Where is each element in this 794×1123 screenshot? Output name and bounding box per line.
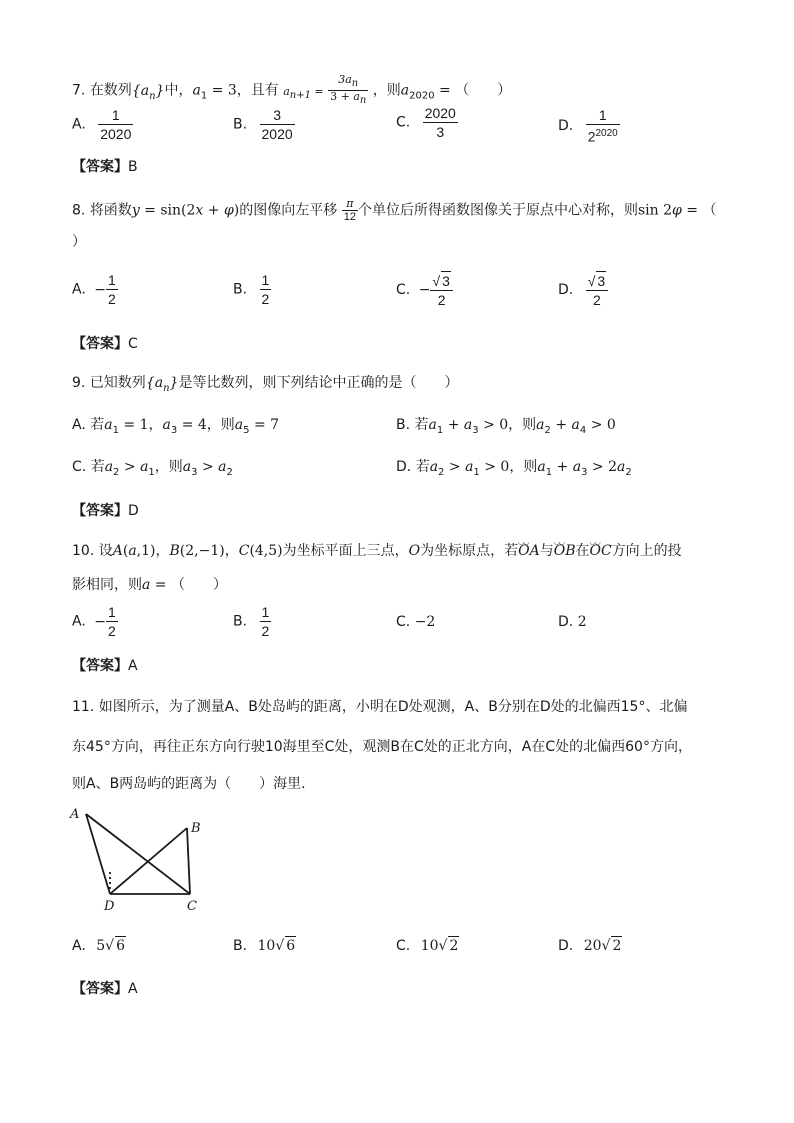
q10-stem-line2: 影相同，则a = （ ） [72, 577, 227, 593]
q8-stem-close: ） [72, 234, 86, 250]
q10-answer: 【答案】A [72, 658, 138, 674]
label-c: C [187, 899, 197, 914]
q11-option-a[interactable]: A. 5√ 6 [72, 938, 125, 954]
q7-answer: 【答案】B [72, 159, 138, 175]
q7-stem: 7. 在数列$\{a_n\}$中，$a_1 = 3$，且有 $a_{n+1}$ = $\frac{3a_n}{3 + a_n}$ ，则$a_{2020}$ = （ ） [72, 73, 512, 107]
q9-option-c[interactable]: C. 若$a_2 > a_1$，则$a_3 > a_2$ [72, 459, 233, 478]
q8-option-b[interactable]: B. $\frac{1}{2}$ [233, 272, 270, 307]
label-b: B [191, 821, 201, 836]
segment-ad [86, 814, 110, 894]
q8-option-a[interactable]: A. − $\frac{1}{2}$ [72, 272, 116, 307]
q7-option-d[interactable]: D. $\frac{1}{2^{2020}}$ [558, 107, 618, 145]
q10-option-c[interactable]: C. −2 [396, 614, 436, 630]
q11-option-c[interactable]: C. 10√ 2 [396, 938, 459, 954]
q9-option-d[interactable]: D. 若$a_2 > a_1 > 0$，则$a_1 + a_3 > 2a_2$ [396, 459, 632, 478]
segment-ac [86, 814, 190, 894]
q8-shift-fraction: $\frac{\pi}{12}$ [343, 197, 356, 223]
label-d: D [104, 899, 115, 914]
q10-option-a[interactable]: A. − $\frac{1}{2}$ [72, 604, 116, 639]
q10-option-b[interactable]: B. $\frac{1}{2}$ [233, 604, 270, 639]
q9-option-a[interactable]: A. 若$a_1 = 1$，$a_3 = 4$，则$a_5 = 7$ [72, 417, 280, 436]
segment-bc [187, 828, 190, 894]
q7-option-a[interactable]: A. $\frac{1}{2020}$ [72, 107, 132, 142]
label-a: A [70, 807, 80, 822]
q9-stem: 9. 已知数列$\{a_n\}$是等比数列，则下列结论中正确的是（ ） [72, 375, 459, 394]
q11-stem-line1: 11. 如图所示，为了测量A、B处岛屿的距离，小明在D处观测，A、B分别在D处的北偏西15°、北偏 [72, 699, 688, 715]
q10-stem: 10. 设A(a,1)，B(2,−1)，C(4,5)为坐标平面上三点，O为坐标原点，若◡◡ OA与◡◡ OB在◡◡ OC方向上的投 [72, 542, 682, 560]
q9-answer: 【答案】D [72, 503, 139, 519]
q11-geometry-figure [66, 802, 226, 914]
q11-stem-line3: 则A、B两岛屿的距离为（ ）海里． [72, 776, 316, 792]
q7-recurrence-fraction: $\frac{3a_n}{3 + a_n}$ [330, 73, 367, 107]
segment-db [110, 828, 187, 894]
q8-stem: 8. 将函数y = sin(2x + φ)的图像向左平移 $\frac{\pi}{12}$ 个单位后所得函数图像关于原点中心对称，则sin 2φ = （ [72, 197, 717, 223]
q7-option-c[interactable]: C. $\frac{2020}{3}$ [396, 105, 456, 140]
q8-option-c[interactable]: C. − $\frac{√ 3}{2}$ [396, 271, 453, 309]
q10-option-d[interactable]: D. 2 [558, 614, 587, 630]
q11-option-d[interactable]: D. 20√ 2 [558, 938, 622, 954]
q8-answer: 【答案】C [72, 336, 138, 352]
q11-answer: 【答案】A [72, 981, 138, 997]
q8-option-d[interactable]: D. $\frac{√ 3}{2}$ [558, 271, 608, 309]
q11-stem-line2: 东45°方向，再往正东方向行驶10海里至C处，观测B在C处的正北方向，A在C处的北偏西60°方向， [72, 739, 692, 755]
q9-option-b[interactable]: B. 若$a_1 + a_3 > 0$，则$a_2 + a_4 > 0$ [396, 417, 616, 436]
q7-option-b[interactable]: B. $\frac{3}{2020}$ [233, 107, 293, 142]
q11-option-b[interactable]: B. 10√ 6 [233, 938, 296, 954]
